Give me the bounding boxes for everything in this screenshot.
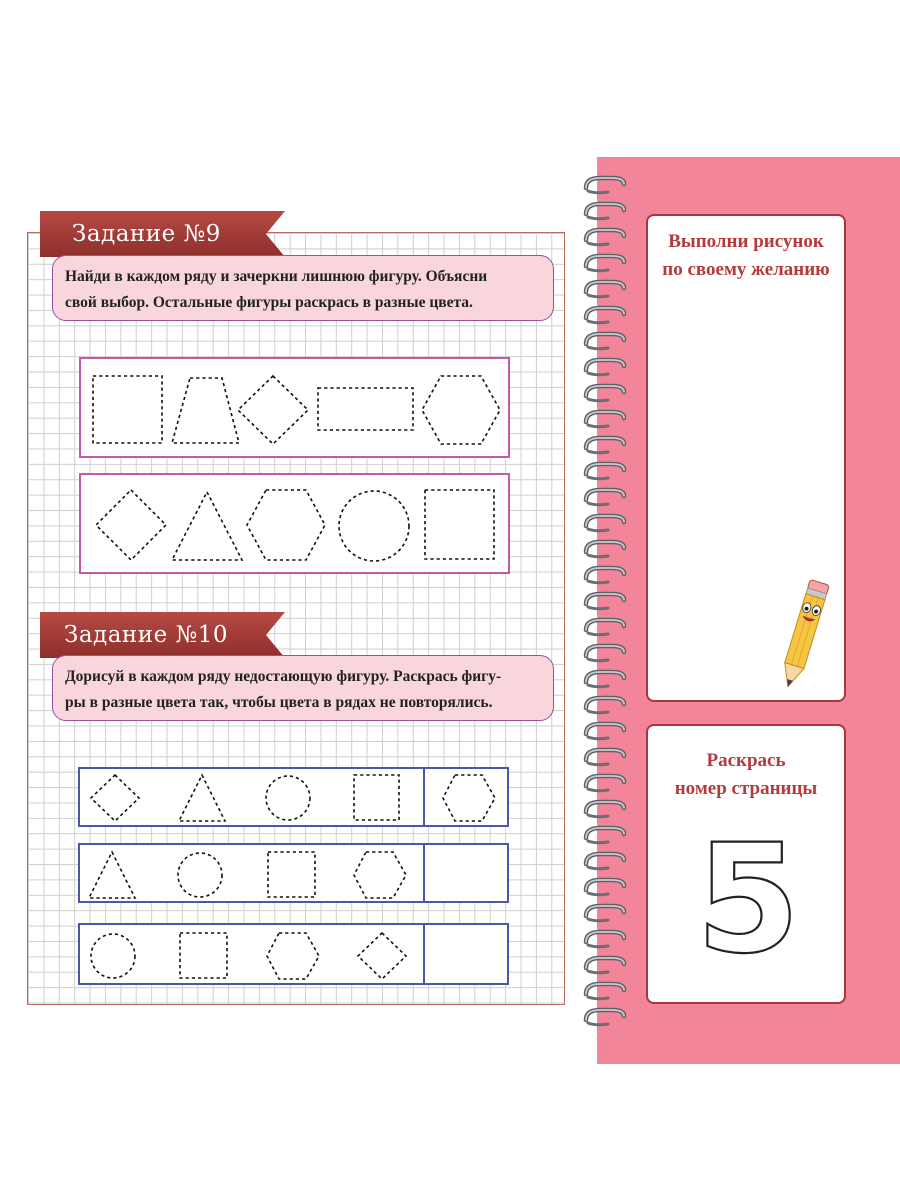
spiral-ring-icon [582,253,628,273]
pencil-mascot-icon [774,574,834,694]
spiral-ring-icon [582,799,628,819]
spiral-ring-icon [582,825,628,845]
page-number-outline[interactable] [668,826,828,966]
spiral-ring-icon [582,279,628,299]
free-drawing-title-line1: Выполни рисунок [668,231,824,252]
spiral-ring-icon [582,357,628,377]
task10-title: Задание №10 [64,622,229,648]
task10-row3-empty-slot[interactable] [425,925,507,983]
spiral-ring-icon [582,773,628,793]
hexagon-icon[interactable] [266,932,320,980]
circle-icon[interactable] [176,851,224,899]
trapezoid-icon[interactable] [171,377,241,445]
diamond-icon[interactable] [90,774,140,822]
rectangle-icon[interactable] [317,387,415,431]
page-number-title-line1: Раскрась [706,750,786,771]
circle-icon[interactable] [89,932,137,980]
spiral-ring-icon [582,305,628,325]
task9-ribbon [40,211,285,257]
spiral-ring-icon [582,331,628,351]
spiral-ring-icon [582,487,628,507]
free-drawing-card[interactable] [646,214,846,702]
spiral-ring-icon [582,929,628,949]
circle-icon[interactable] [337,489,411,563]
spiral-ring-icon [582,669,628,689]
spiral-ring-icon [582,903,628,923]
spiral-ring-icon [582,617,628,637]
triangle-icon[interactable] [171,491,243,561]
spiral-ring-icon [582,539,628,559]
hexagon-icon[interactable] [421,375,501,445]
free-drawing-title-line2: по своему желанию [662,259,830,280]
diamond-icon[interactable] [357,932,407,980]
page-number-title-line2: номер страницы [674,778,818,799]
task9-instruction-line1: Найди в каждом ряду и зачеркни лишнюю фигуру. Объясни [65,268,488,285]
spiral-ring-icon [582,383,628,403]
spiral-ring-icon [582,461,628,481]
diamond-icon[interactable] [237,375,309,445]
spiral-ring-icon [582,955,628,975]
spiral-ring-icon [582,877,628,897]
spiral-ring-icon [582,851,628,871]
page-number-card [646,724,846,1004]
triangle-icon[interactable] [178,774,226,822]
spiral-ring-icon [582,565,628,585]
spiral-binding [582,175,632,1035]
spiral-ring-icon [582,435,628,455]
square-icon[interactable] [353,774,401,822]
task9-instruction-line2: свой выбор. Остальные фигуры раскрась в разные цвета. [65,294,473,311]
task10-instruction-line1: Дорисуй в каждом ряду недостающую фигуру. Раскрась фигу- [65,668,502,685]
spiral-ring-icon [582,1007,628,1027]
spiral-ring-icon [582,695,628,715]
hexagon-icon[interactable] [246,489,326,561]
diamond-icon[interactable] [95,489,167,561]
spiral-ring-icon [582,591,628,611]
task10-row1-box [78,767,509,827]
square-icon[interactable] [267,851,317,899]
hexagon-icon[interactable] [442,774,496,822]
task10-ribbon [40,612,285,658]
spiral-ring-icon [582,409,628,429]
circle-icon[interactable] [264,774,312,822]
free-drawing-title [648,228,844,284]
task9-row1-box [79,357,510,458]
triangle-icon[interactable] [88,851,136,899]
spiral-ring-icon [582,747,628,767]
spiral-ring-icon [582,981,628,1001]
spiral-ring-icon [582,643,628,663]
task9-title: Задание №9 [72,221,221,247]
hexagon-icon[interactable] [353,851,407,899]
page-number-title [648,747,844,803]
task10-row2-empty-slot[interactable] [425,845,507,901]
task10-row1-divider [423,769,425,825]
task10-row3-box [78,923,509,985]
task10-instruction [52,655,554,721]
square-icon[interactable] [179,932,229,980]
task10-instruction-line2: ры в разные цвета так, чтобы цвета в рядах не повторялись. [65,694,493,711]
page-number-digit: 5 [695,826,801,966]
task9-instruction [52,255,554,321]
task10-row2-box [78,843,509,903]
spiral-ring-icon [582,513,628,533]
task9-row2-box [79,473,510,574]
square-icon[interactable] [424,489,496,561]
spiral-ring-icon [582,201,628,221]
spiral-ring-icon [582,721,628,741]
spiral-ring-icon [582,175,628,195]
square-icon[interactable] [92,375,164,445]
spiral-ring-icon [582,227,628,247]
